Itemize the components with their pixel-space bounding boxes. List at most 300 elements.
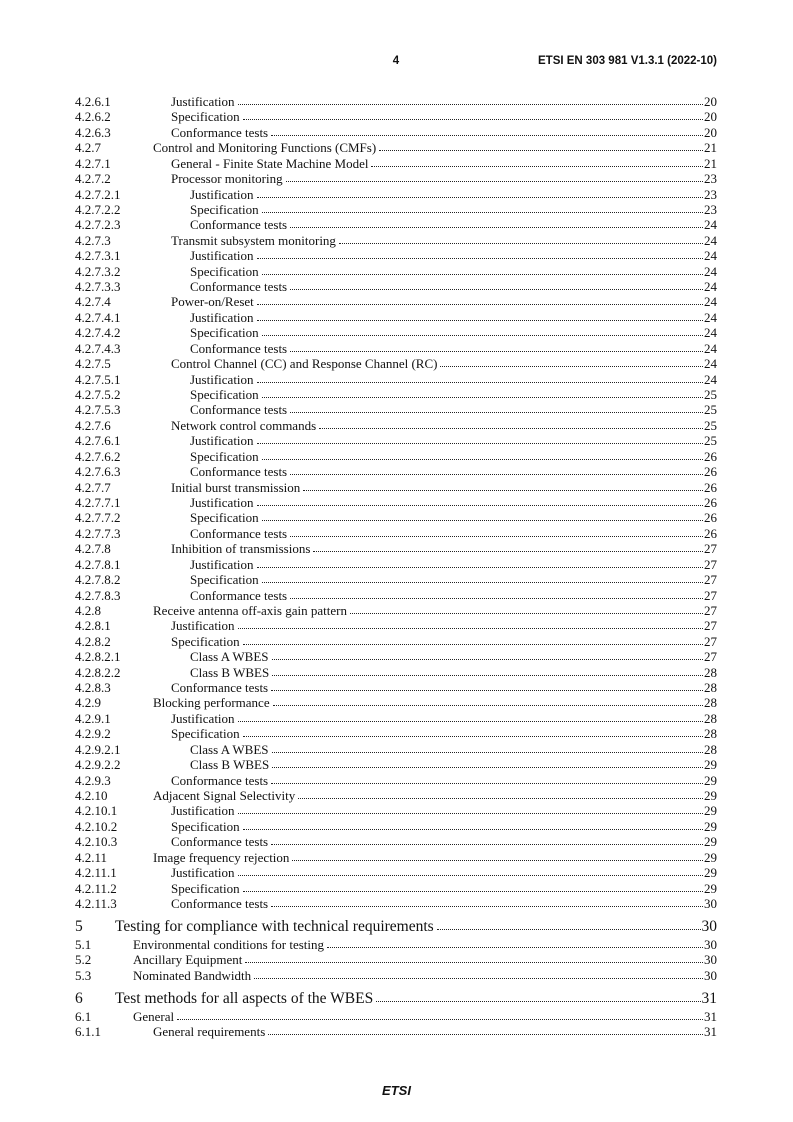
- dot-leader: [298, 797, 703, 799]
- dot-leader: [290, 226, 703, 228]
- toc-entry-title: Justification: [171, 618, 235, 634]
- toc-entry: [75, 310, 717, 325]
- toc-entry-number: 4.2.6.1: [75, 94, 111, 109]
- toc-entry-number: 4.2.10.1: [75, 803, 118, 819]
- toc-entry-title: Justification: [171, 803, 235, 819]
- toc-entry-page: 25: [704, 402, 717, 418]
- toc-entry-title: Justification: [171, 865, 235, 881]
- toc-entry-page: 31: [704, 1024, 717, 1040]
- toc-entry-number: 4.2.7.8.1: [75, 556, 121, 572]
- toc-entry-page: 29: [704, 865, 717, 881]
- toc-entry-title: Specification: [171, 109, 240, 125]
- toc-entry-page: 27: [704, 618, 717, 634]
- toc-entry-title: Conformance tests: [171, 834, 269, 850]
- dot-leader: [339, 242, 703, 244]
- toc-entry-number: 4.2.7.6.2: [75, 448, 121, 464]
- dot-leader: [271, 689, 703, 691]
- toc-entry-page: 29: [704, 803, 717, 819]
- toc-entry-number: 4.2.9: [75, 695, 101, 711]
- toc-entry-title: Justification: [190, 309, 254, 325]
- toc-entry-page: 23: [704, 201, 717, 217]
- dot-leader: [327, 946, 703, 948]
- toc-entry: [75, 865, 717, 880]
- toc-entry-page: 28: [704, 726, 717, 742]
- dot-leader: [262, 396, 703, 398]
- toc-entry: [75, 896, 717, 911]
- toc-entry-number: 6: [75, 990, 83, 1008]
- toc-entry-page: 29: [704, 787, 717, 803]
- toc-entry-page: 27: [704, 556, 717, 572]
- dot-leader: [238, 874, 703, 876]
- toc-entry: [75, 217, 717, 232]
- page-header: [75, 54, 717, 68]
- dot-leader: [271, 134, 703, 136]
- toc-entry: [75, 937, 717, 952]
- toc-entry-page: 26: [704, 525, 717, 541]
- toc-entry: [75, 387, 717, 402]
- etsi-logo-text: ETSI: [382, 1083, 411, 1098]
- toc-entry-title: Adjacent Signal Selectivity: [153, 787, 296, 803]
- dot-leader: [272, 766, 703, 768]
- toc-entry-page: 24: [704, 340, 717, 356]
- toc-entry-title: Conformance tests: [190, 217, 288, 233]
- toc-entry: [75, 526, 717, 541]
- toc-entry-title: Specification: [190, 263, 259, 279]
- toc-entry-number: 4.2.11.3: [75, 895, 117, 911]
- toc-entry: [75, 726, 717, 741]
- dot-leader: [376, 1000, 700, 1002]
- toc-entry: [75, 618, 717, 633]
- toc-entry-page: 27: [704, 587, 717, 603]
- toc-entry-number: 4.2.10: [75, 787, 108, 803]
- toc-entry-title: Conformance tests: [171, 680, 269, 696]
- dot-leader: [350, 612, 703, 614]
- dot-leader: [257, 319, 703, 321]
- dot-leader: [254, 977, 703, 979]
- dot-leader: [371, 165, 703, 167]
- dot-leader: [257, 442, 703, 444]
- toc-entry-title: Justification: [190, 433, 254, 449]
- dot-leader: [271, 782, 703, 784]
- toc-entry: [75, 881, 717, 896]
- dot-leader: [290, 350, 703, 352]
- toc-entry: [75, 202, 717, 217]
- toc-entry-title: Specification: [171, 818, 240, 834]
- toc-entry-page: 26: [704, 510, 717, 526]
- toc-entry-number: 4.2.7.5.1: [75, 371, 121, 387]
- toc-entry-page: 26: [704, 479, 717, 495]
- toc-entry-page: 24: [704, 294, 717, 310]
- toc-entry-title: Conformance tests: [190, 525, 288, 541]
- toc-entry-title: Conformance tests: [190, 340, 288, 356]
- toc-entry: [75, 294, 717, 309]
- toc-entry: [75, 711, 717, 726]
- dot-leader: [273, 704, 703, 706]
- toc-entry-page: 20: [704, 124, 717, 140]
- dot-leader: [440, 365, 703, 367]
- toc-entry-title: General: [133, 1008, 175, 1024]
- dot-leader: [238, 627, 703, 629]
- toc-entry-page: 27: [704, 572, 717, 588]
- toc-entry-title: Conformance tests: [171, 772, 269, 788]
- toc-entry-title: Specification: [171, 880, 240, 896]
- toc-entry-title: Justification: [190, 371, 254, 387]
- dot-leader: [238, 812, 703, 814]
- toc-entry-page: 24: [704, 279, 717, 295]
- dot-leader: [245, 961, 703, 963]
- toc-entry-number: 4.2.7.2: [75, 171, 111, 187]
- toc-entry-title: Class A WBES: [190, 649, 269, 665]
- toc-entry-title: Conformance tests: [171, 895, 269, 911]
- dot-leader: [262, 581, 703, 583]
- toc-entry-number: 4.2.7.7.2: [75, 510, 121, 526]
- toc-entry-page: 23: [704, 171, 717, 187]
- toc-entry-title: Initial burst transmission: [171, 479, 301, 495]
- toc-entry-page: 20: [704, 94, 717, 109]
- toc-entry-title: Specification: [190, 510, 259, 526]
- toc-entry-title: Test methods for all aspects of the WBES: [115, 990, 374, 1008]
- dot-leader: [243, 643, 703, 645]
- toc-entry-number: 4.2.7.7: [75, 479, 111, 495]
- dot-leader: [177, 1018, 703, 1020]
- toc-entry-number: 4.2.7.4.3: [75, 340, 121, 356]
- toc-entry-number: 4.2.7.8.3: [75, 587, 121, 603]
- toc-entry: [75, 850, 717, 865]
- toc-entry-number: 4.2.9.1: [75, 710, 111, 726]
- toc-entry: [75, 803, 717, 818]
- toc-entry: [75, 125, 717, 140]
- toc-entry: [75, 187, 717, 202]
- toc-entry-title: Class A WBES: [190, 741, 269, 757]
- toc-entry: [75, 990, 717, 1009]
- toc-entry-number: 4.2.7.4.2: [75, 325, 121, 341]
- toc-entry-title: Class B WBES: [190, 757, 270, 773]
- dot-leader: [290, 411, 703, 413]
- toc-entry: [75, 918, 717, 937]
- toc-entry-page: 31: [701, 990, 717, 1008]
- toc-entry-number: 4.2.7.3: [75, 232, 111, 248]
- toc-entry-number: 4.2.7.5: [75, 356, 111, 372]
- toc-entry-page: 23: [704, 186, 717, 202]
- dot-leader: [243, 735, 703, 737]
- toc-entry-number: 4.2.7.8.2: [75, 572, 121, 588]
- toc-entry-page: 30: [704, 895, 717, 911]
- toc-entry-number: 4.2.7.3.1: [75, 248, 121, 264]
- dot-leader: [286, 180, 703, 182]
- dot-leader: [238, 720, 703, 722]
- toc-entry: [75, 356, 717, 371]
- toc-entry-page: 24: [704, 263, 717, 279]
- toc-entry-page: 28: [704, 664, 717, 680]
- toc-entry-number: 4.2.7: [75, 140, 101, 156]
- toc-entry-number: 4.2.8.2.2: [75, 664, 121, 680]
- toc-entry: [75, 248, 717, 263]
- toc-entry-title: General requirements: [153, 1024, 266, 1040]
- dot-leader: [268, 1033, 703, 1035]
- toc-entry-title: Ancillary Equipment: [133, 952, 243, 968]
- toc-entry-title: Blocking performance: [153, 695, 270, 711]
- dot-leader: [262, 334, 703, 336]
- toc-entry-number: 4.2.7.2.3: [75, 217, 121, 233]
- toc-entry-number: 4.2.7.5.3: [75, 402, 121, 418]
- toc-entry-page: 27: [704, 649, 717, 665]
- toc-entry-number: 4.2.10.3: [75, 834, 118, 850]
- toc-entry-number: 4.2.9.3: [75, 772, 111, 788]
- toc-entry: [75, 495, 717, 510]
- toc-entry-page: 25: [704, 433, 717, 449]
- toc-entry-number: 4.2.7.2.2: [75, 201, 121, 217]
- toc-entry-page: 29: [704, 772, 717, 788]
- dot-leader: [313, 550, 703, 552]
- dot-leader: [262, 519, 703, 521]
- toc-entry: [75, 588, 717, 603]
- toc-entry-number: 4.2.9.2: [75, 726, 111, 742]
- toc-entry-page: 24: [704, 309, 717, 325]
- dot-leader: [272, 674, 703, 676]
- toc-entry-page: 26: [704, 448, 717, 464]
- toc-entry-number: 4.2.10.2: [75, 818, 118, 834]
- toc-entry: [75, 968, 717, 983]
- toc-entry-page: 25: [704, 387, 717, 403]
- toc-entry: [75, 603, 717, 618]
- dot-leader: [257, 303, 703, 305]
- toc-entry: [75, 140, 717, 155]
- table-of-contents: [75, 94, 717, 1039]
- toc-entry: [75, 171, 717, 186]
- toc-entry-number: 4.2.6.3: [75, 124, 111, 140]
- dot-leader: [257, 504, 703, 506]
- toc-entry-page: 27: [704, 541, 717, 557]
- toc-entry-page: 20: [704, 109, 717, 125]
- toc-entry-number: 5.2: [75, 952, 92, 968]
- toc-entry-title: Nominated Bandwidth: [133, 967, 252, 983]
- dot-leader: [319, 427, 703, 429]
- dot-leader: [379, 149, 703, 151]
- toc-entry-page: 30: [704, 936, 717, 952]
- toc-entry-page: 30: [704, 967, 717, 983]
- toc-entry-title: Testing for compliance with technical requirements: [115, 918, 434, 936]
- toc-entry-title: Justification: [190, 248, 254, 264]
- toc-entry-number: 4.2.9.2.2: [75, 757, 121, 773]
- toc-entry-number: 4.2.7.4: [75, 294, 111, 310]
- dot-leader: [303, 489, 703, 491]
- toc-entry-title: Justification: [171, 710, 235, 726]
- dot-leader: [257, 566, 703, 568]
- toc-entry-page: 24: [704, 325, 717, 341]
- page-number: 4: [392, 55, 400, 67]
- toc-entry-number: 4.2.6.2: [75, 109, 111, 125]
- toc-entry-title: Power-on/Reset: [171, 294, 254, 310]
- toc-entry: [75, 757, 717, 772]
- dot-leader: [271, 905, 703, 907]
- toc-entry: [75, 402, 717, 417]
- toc-entry-title: Specification: [171, 726, 240, 742]
- toc-entry-page: 25: [704, 417, 717, 433]
- toc-entry-number: 4.2.8.2: [75, 633, 111, 649]
- toc-entry-number: 4.2.7.1: [75, 155, 111, 171]
- toc-entry-page: 28: [704, 695, 717, 711]
- toc-entry-page: 29: [704, 757, 717, 773]
- toc-entry-page: 26: [704, 494, 717, 510]
- toc-entry: [75, 449, 717, 464]
- toc-entry: [75, 372, 717, 387]
- toc-entry-number: 4.2.7.7.1: [75, 494, 121, 510]
- toc-entry-title: Specification: [171, 633, 240, 649]
- toc-entry-page: 31: [704, 1008, 717, 1024]
- dot-leader: [437, 928, 701, 930]
- toc-entry-number: 4.2.7.6.1: [75, 433, 121, 449]
- toc-entry: [75, 418, 717, 433]
- toc-entry-title: Environmental conditions for testing: [133, 936, 324, 952]
- toc-entry-number: 4.2.8: [75, 602, 101, 618]
- toc-entry-page: 24: [704, 232, 717, 248]
- toc-entry-title: Network control commands: [171, 417, 317, 433]
- dot-leader: [290, 473, 703, 475]
- toc-entry-page: 28: [704, 710, 717, 726]
- toc-entry: [75, 94, 717, 109]
- toc-entry-number: 4.2.11.1: [75, 865, 117, 881]
- toc-entry-title: Justification: [171, 94, 235, 109]
- toc-entry-title: Specification: [190, 448, 259, 464]
- dot-leader: [290, 288, 703, 290]
- toc-entry-title: Processor monitoring: [171, 171, 283, 187]
- toc-entry-number: 5.3: [75, 967, 92, 983]
- toc-entry: [75, 773, 717, 788]
- toc-entry: [75, 233, 717, 248]
- toc-entry-page: 29: [704, 849, 717, 865]
- toc-entry-number: 4.2.7.6: [75, 417, 111, 433]
- dot-leader: [257, 196, 703, 198]
- toc-entry-number: 4.2.7.7.3: [75, 525, 121, 541]
- toc-entry-title: Image frequency rejection: [153, 849, 290, 865]
- page-footer: [0, 1083, 793, 1098]
- toc-entry-title: Transmit subsystem monitoring: [171, 232, 336, 248]
- toc-entry-number: 4.2.11: [75, 849, 108, 865]
- dot-leader: [262, 458, 703, 460]
- toc-entry: [75, 510, 717, 525]
- toc-entry: [75, 695, 717, 710]
- toc-entry: [75, 572, 717, 587]
- toc-entry-page: 28: [704, 741, 717, 757]
- toc-entry-number: 4.2.8.1: [75, 618, 111, 634]
- toc-entry: [75, 433, 717, 448]
- dot-leader: [243, 890, 703, 892]
- toc-entry-page: 24: [704, 248, 717, 264]
- toc-entry-number: 4.2.7.5.2: [75, 387, 121, 403]
- toc-entry-page: 29: [704, 834, 717, 850]
- toc-entry: [75, 341, 717, 356]
- toc-entry: [75, 480, 717, 495]
- toc-entry-page: 28: [704, 680, 717, 696]
- toc-entry-title: Conformance tests: [171, 124, 269, 140]
- toc-entry: [75, 279, 717, 294]
- toc-entry-page: 29: [704, 818, 717, 834]
- toc-entry: [75, 952, 717, 967]
- toc-entry: [75, 834, 717, 849]
- toc-entry-number: 5.1: [75, 936, 92, 952]
- toc-entry: [75, 1024, 717, 1039]
- dot-leader: [290, 535, 703, 537]
- toc-entry: [75, 665, 717, 680]
- toc-entry: [75, 464, 717, 479]
- dot-leader: [257, 381, 703, 383]
- toc-entry-number: 4.2.7.3.2: [75, 263, 121, 279]
- toc-entry-page: 24: [704, 356, 717, 372]
- toc-entry: [75, 649, 717, 664]
- toc-entry-title: Class B WBES: [190, 664, 270, 680]
- dot-leader: [292, 859, 703, 861]
- toc-entry-number: 4.2.7.2.1: [75, 186, 121, 202]
- dot-leader: [262, 273, 703, 275]
- toc-entry-page: 21: [704, 155, 717, 171]
- toc-entry: [75, 742, 717, 757]
- dot-leader: [257, 257, 703, 259]
- toc-entry-page: 24: [704, 371, 717, 387]
- toc-entry-number: 4.2.7.6.3: [75, 464, 121, 480]
- toc-entry-number: 5: [75, 918, 83, 936]
- toc-entry: [75, 557, 717, 572]
- toc-entry: [75, 634, 717, 649]
- toc-entry: [75, 325, 717, 340]
- toc-entry-page: 30: [704, 952, 717, 968]
- dot-leader: [243, 118, 703, 120]
- dot-leader: [272, 658, 703, 660]
- toc-entry-page: 30: [701, 918, 717, 936]
- toc-entry-title: Justification: [190, 494, 254, 510]
- toc-entry-title: Conformance tests: [190, 402, 288, 418]
- toc-entry-title: Receive antenna off-axis gain pattern: [153, 602, 347, 618]
- toc-entry-title: Conformance tests: [190, 587, 288, 603]
- document-reference: ETSI EN 303 981 V1.3.1 (2022-10): [538, 55, 717, 67]
- toc-entry-page: 27: [704, 633, 717, 649]
- toc-entry: [75, 1009, 717, 1024]
- toc-entry-title: Control and Monitoring Functions (CMFs): [153, 140, 377, 156]
- toc-entry: [75, 109, 717, 124]
- toc-entry-page: 27: [704, 602, 717, 618]
- dot-leader: [262, 211, 703, 213]
- dot-leader: [272, 751, 703, 753]
- toc-entry: [75, 680, 717, 695]
- toc-entry-title: Conformance tests: [190, 279, 288, 295]
- toc-entry-number: 4.2.9.2.1: [75, 741, 121, 757]
- toc-entry-title: Control Channel (CC) and Response Channel (RC): [171, 356, 438, 372]
- toc-entry-number: 4.2.8.3: [75, 680, 111, 696]
- toc-entry-number: 4.2.8.2.1: [75, 649, 121, 665]
- toc-entry-number: 4.2.7.3.3: [75, 279, 121, 295]
- dot-leader: [290, 597, 703, 599]
- toc-entry-page: 29: [704, 880, 717, 896]
- toc-entry-title: Conformance tests: [190, 464, 288, 480]
- toc-entry-title: Justification: [190, 186, 254, 202]
- toc-entry: [75, 819, 717, 834]
- toc-entry-number: 4.2.11.2: [75, 880, 117, 896]
- toc-entry-title: Justification: [190, 556, 254, 572]
- toc-entry-number: 4.2.7.4.1: [75, 309, 121, 325]
- toc-entry: [75, 264, 717, 279]
- toc-entry: [75, 788, 717, 803]
- toc-entry-number: 4.2.7.8: [75, 541, 111, 557]
- toc-entry-page: 24: [704, 217, 717, 233]
- toc-entry-title: Specification: [190, 325, 259, 341]
- toc-entry-page: 21: [704, 140, 717, 156]
- toc-entry-title: General - Finite State Machine Model: [171, 155, 369, 171]
- toc-entry-title: Specification: [190, 387, 259, 403]
- toc-entry-page: 26: [704, 464, 717, 480]
- toc-entry-title: Inhibition of transmissions: [171, 541, 311, 557]
- toc-entry-number: 6.1.1: [75, 1024, 101, 1040]
- dot-leader: [271, 843, 703, 845]
- toc-entry-title: Specification: [190, 572, 259, 588]
